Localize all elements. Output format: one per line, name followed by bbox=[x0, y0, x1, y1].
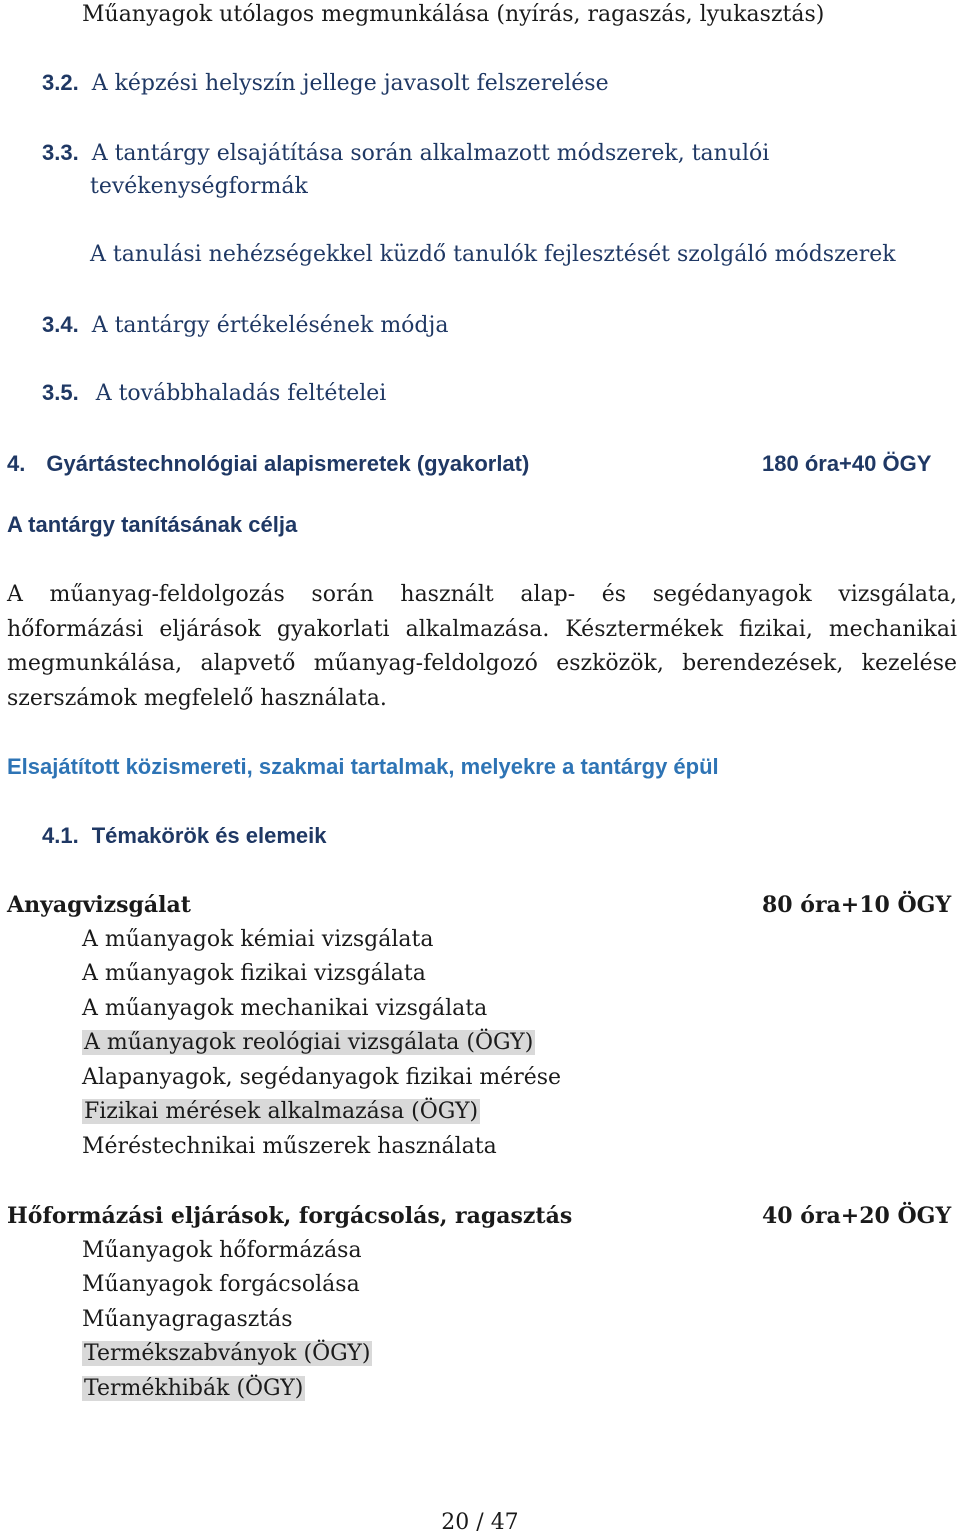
topics-title: Témakörök és elemeik bbox=[91, 823, 327, 848]
subject-heading bbox=[7, 449, 529, 480]
section-title-cont: tevékenységformák bbox=[90, 174, 308, 199]
highlight: Termékszabványok (ÖGY) bbox=[84, 1341, 371, 1366]
section-title: A tantárgy értékelésének módja bbox=[91, 313, 449, 338]
topic-title: Anyagvizsgálat bbox=[7, 892, 191, 918]
subject-hours: 180 óra+40 ÖGY bbox=[762, 451, 932, 476]
topics-number: 4.1. bbox=[42, 823, 79, 848]
topic-item-highlighted bbox=[82, 1374, 305, 1404]
goal-text: A műanyag-feldolgozás során használt alap- és segédanyagok vizsgálata, hőformázási eljárások gyakorlati alkalmazása. Késztermékek fizikai, mechanikai megmunkálása, alapvető műanyag-feldolgozó eszközök, berendezések, kezelése szerszámok megfelelő használata. bbox=[7, 582, 957, 711]
section-number: 3.4. bbox=[42, 312, 79, 337]
section-number: 3.2. bbox=[42, 70, 79, 95]
section-3-5 bbox=[42, 378, 386, 409]
goal-heading: A tantárgy tanításának célja bbox=[7, 512, 298, 537]
highlight: Fizikai mérések alkalmazása (ÖGY) bbox=[84, 1099, 479, 1124]
prereq-heading: Elsajátított közismereti, szakmai tartalmak, melyekre a tantárgy épül bbox=[7, 754, 719, 779]
topic-item-highlighted bbox=[82, 1028, 535, 1058]
topic-item: Alapanyagok, segédanyagok fizikai mérése bbox=[82, 1065, 562, 1090]
subject-title: Gyártástechnológiai alapismeretek (gyakorlat) bbox=[46, 451, 530, 476]
section-subheading: A tanulási nehézségekkel küzdő tanulók fejlesztését szolgáló módszerek bbox=[90, 242, 896, 267]
section-number: 3.5. bbox=[42, 380, 79, 405]
section-3-4 bbox=[42, 310, 448, 341]
top-line: Műanyagok utólagos megmunkálása (nyírás, ragaszás, lyukasztás) bbox=[82, 2, 825, 27]
topic-item: Műanyagok hőformázása bbox=[82, 1238, 362, 1263]
topics-heading bbox=[42, 821, 327, 852]
highlight: A műanyagok reológiai vizsgálata (ÖGY) bbox=[84, 1030, 534, 1055]
topic-item-highlighted bbox=[82, 1339, 372, 1369]
section-title: A továbbhaladás feltételei bbox=[95, 381, 387, 406]
highlight: Termékhibák (ÖGY) bbox=[84, 1376, 304, 1401]
topic-item-highlighted bbox=[82, 1097, 480, 1127]
topic-item: A műanyagok fizikai vizsgálata bbox=[82, 961, 426, 986]
topic-item: Méréstechnikai műszerek használata bbox=[82, 1134, 497, 1159]
section-3-3 bbox=[42, 138, 769, 169]
topic-hours: 80 óra+10 ÖGY bbox=[762, 892, 952, 918]
section-number: 3.3. bbox=[42, 140, 79, 165]
topic-item: Műanyagragasztás bbox=[82, 1307, 293, 1332]
topic-item: Műanyagok forgácsolása bbox=[82, 1272, 360, 1297]
topic-hours: 40 óra+20 ÖGY bbox=[762, 1203, 952, 1229]
section-3-2 bbox=[42, 68, 609, 99]
topic-title: Hőformázási eljárások, forgácsolás, ragasztás bbox=[7, 1203, 573, 1229]
subject-number: 4. bbox=[7, 451, 26, 476]
topic-item: A műanyagok mechanikai vizsgálata bbox=[82, 996, 488, 1021]
topic-item: A műanyagok kémiai vizsgálata bbox=[82, 927, 434, 952]
section-title: A képzési helyszín jellege javasolt felszerelése bbox=[91, 71, 609, 96]
section-title: A tantárgy elsajátítása során alkalmazott módszerek, tanulói bbox=[91, 141, 770, 166]
page-number: 20 / 47 bbox=[441, 1510, 519, 1535]
